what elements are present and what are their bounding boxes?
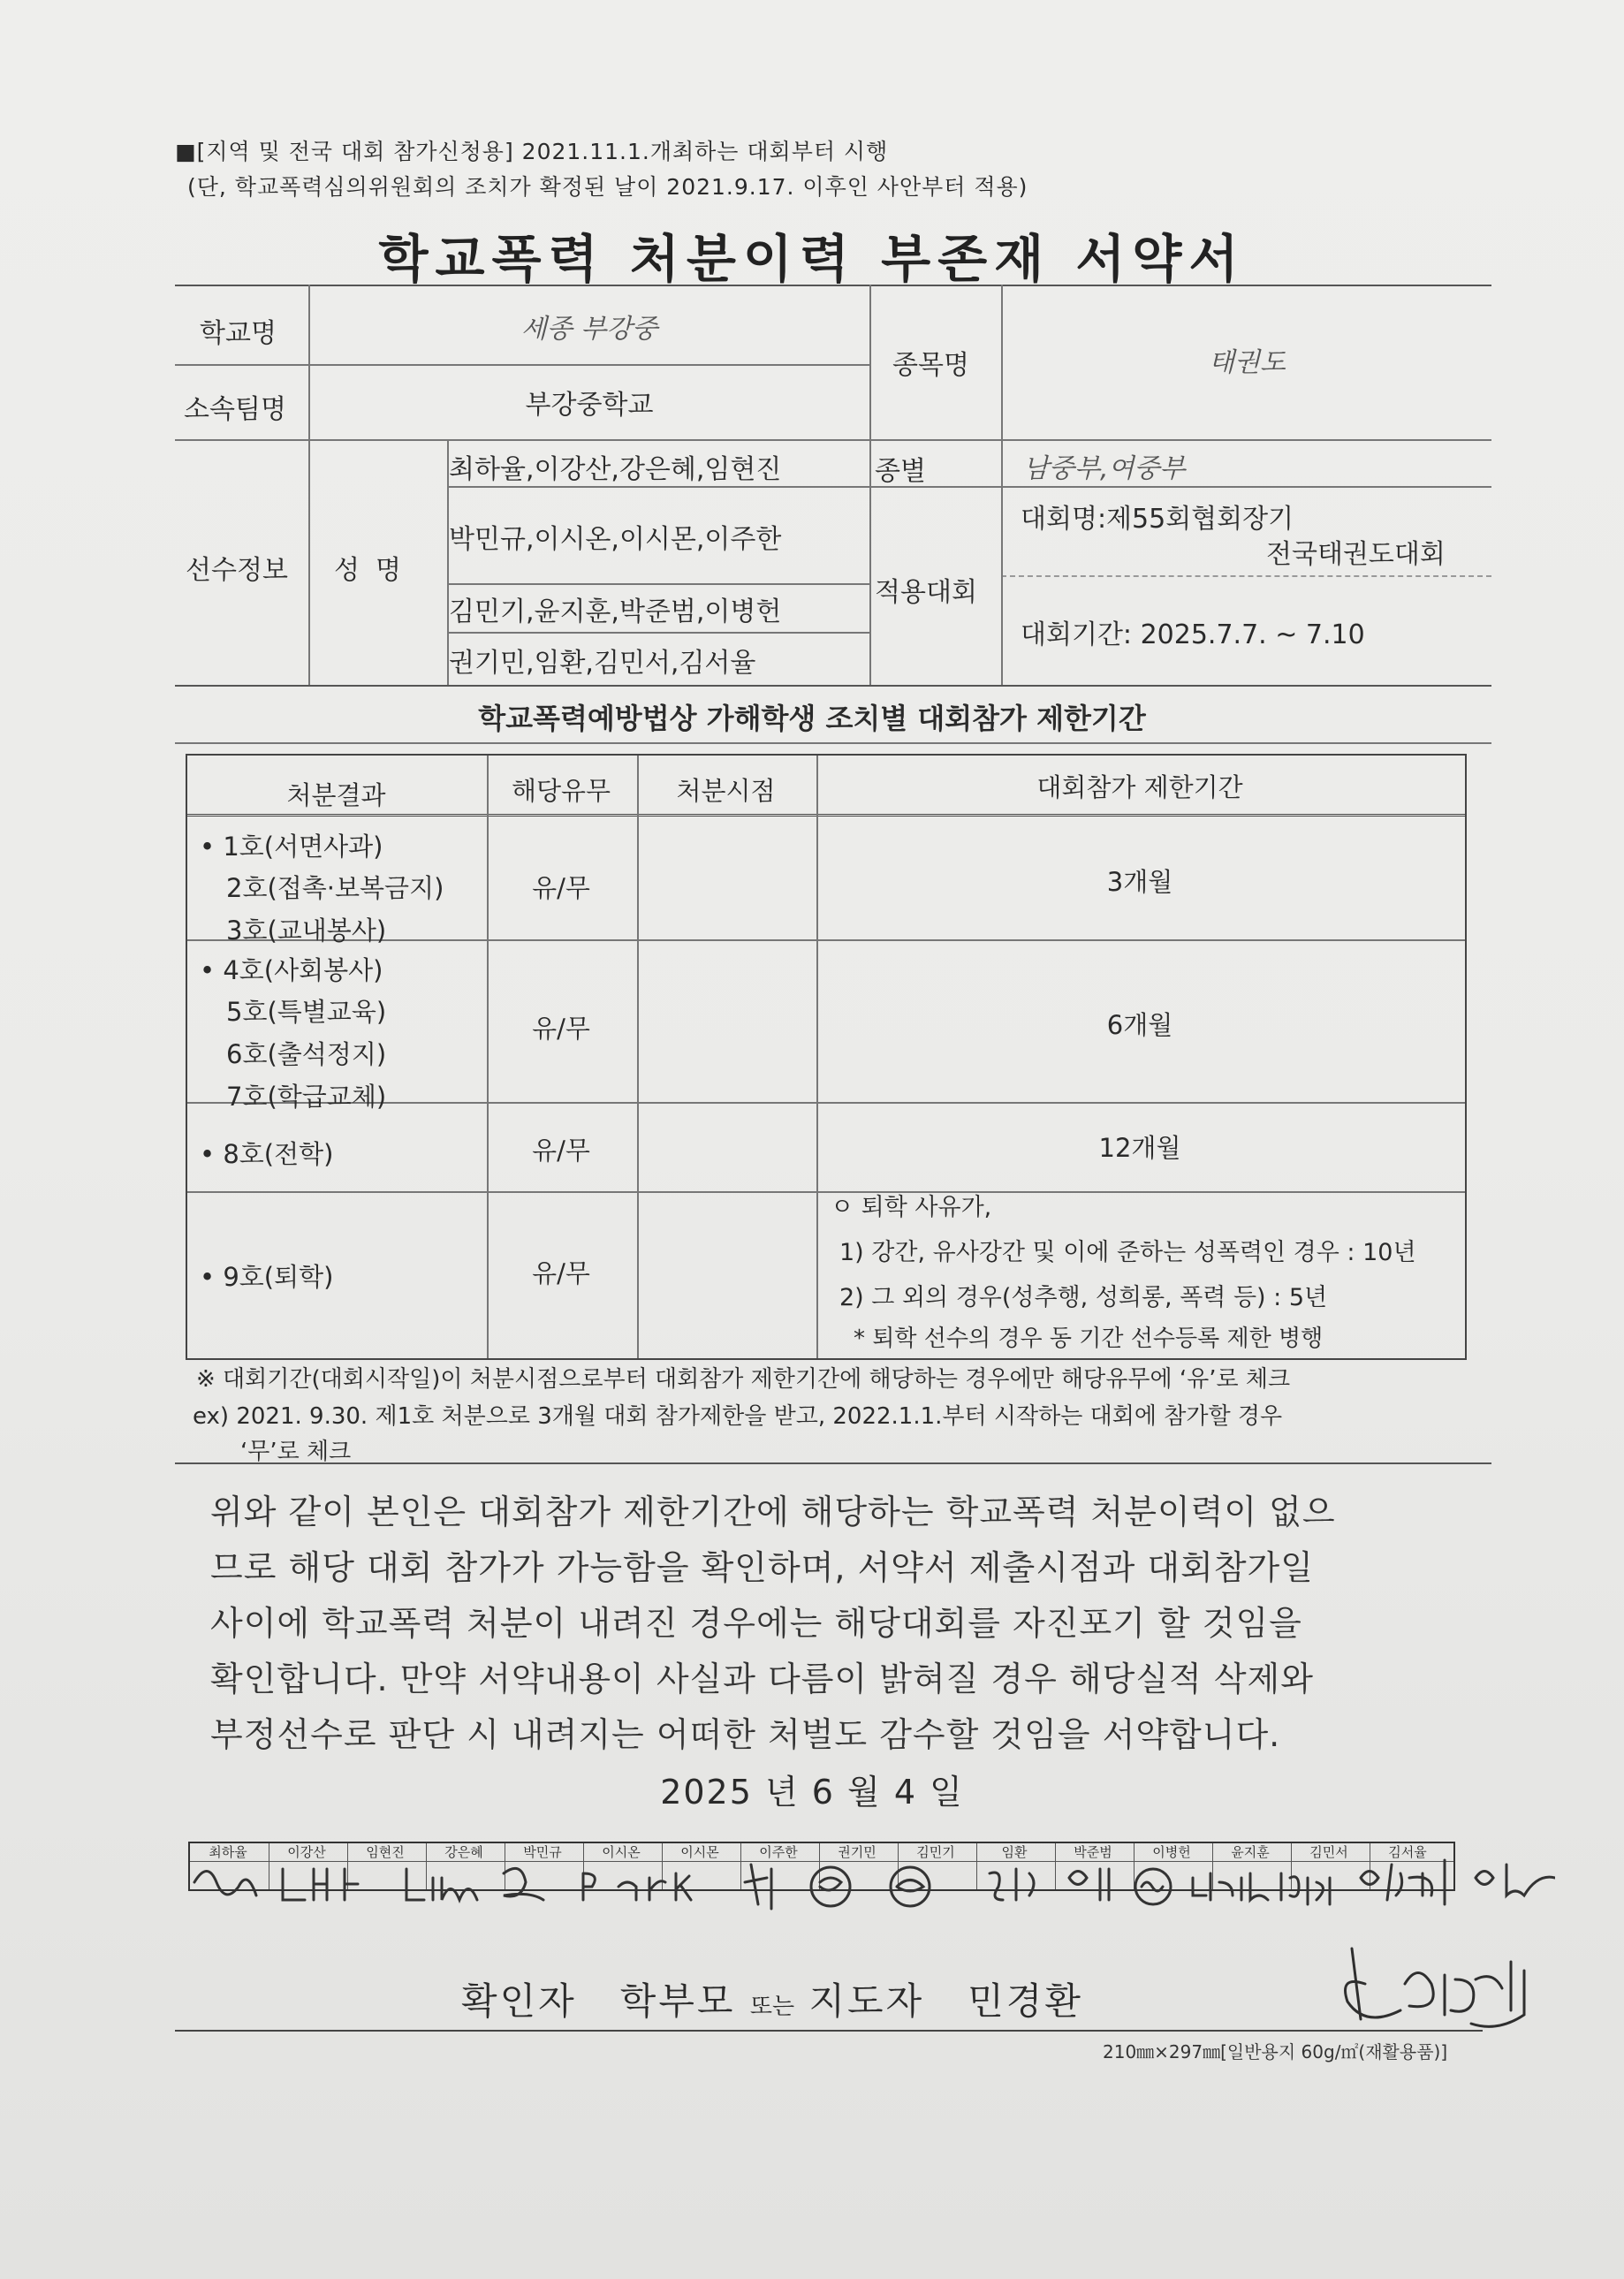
table-row-1-item-2: 2호(접촉·보복금지) (226, 873, 444, 903)
signature-name: 이병헌 (1152, 1844, 1191, 1860)
handwritten-signatures (177, 1838, 1555, 1918)
col-header-applicable: 해당유무 (511, 776, 611, 806)
notice-line-2: (단, 학교폭력심의위원회의 조치가 확정된 날이 2021.9.17. 이후인 사안부터 적용) (187, 174, 1028, 200)
confirmer-parent: 학부모 (619, 1979, 736, 2023)
signature-name: 윤지훈 (1231, 1844, 1270, 1860)
rule (175, 285, 1491, 286)
rule (175, 742, 1491, 744)
table-row-2-applicable: 유/무 (532, 1014, 590, 1044)
table-row-2-period: 6개월 (1106, 1010, 1173, 1040)
competition-name-2: 전국태권도대회 (1266, 539, 1446, 570)
signature-name: 이시온 (602, 1844, 641, 1860)
team-name-label: 소속팀명 (184, 394, 286, 425)
rule (175, 685, 1491, 687)
table-row-2-item-3: 6호(출석정지) (226, 1039, 387, 1069)
col-header-period: 대회참가 제한기간 (1036, 772, 1243, 802)
col-header-time: 처분시점 (676, 776, 776, 806)
sport-label: 종목명 (892, 350, 969, 381)
signing-date: 2025 년 6 월 4 일 (660, 1773, 964, 1812)
signature-name: 임환 (1001, 1844, 1028, 1860)
pledge-text (210, 1485, 1465, 1763)
pledge-line-4: 확인합니다. 만약 서약내용이 사실과 다름이 밝혀질 경우 해당실적 삭제와 (210, 1660, 1314, 1698)
signature-name: 박준범 (1074, 1844, 1112, 1860)
table-row-2-item-1: • 4호(사회봉사) (200, 955, 383, 985)
athlete-names-row-3: 김민기,윤지훈,박준범,이병헌 (449, 596, 782, 627)
table-row-1-period: 3개월 (1106, 867, 1173, 897)
signature-name: 김민기 (916, 1844, 955, 1860)
dashed-rule (1001, 575, 1491, 577)
table-row-4-item-1: • 9호(퇴학) (200, 1262, 334, 1292)
confirmer-coach: 지도자 (808, 1979, 925, 2023)
table-row-3-period: 12개월 (1098, 1133, 1181, 1163)
signature-name: 이강산 (287, 1844, 326, 1860)
pledge-line-5: 부정선수로 판단 시 내려지는 어떠한 처벌도 감수할 것임을 서약합니다. (210, 1715, 1281, 1754)
name-label: 성명 (334, 555, 417, 586)
signature-name: 김민서 (1309, 1844, 1348, 1860)
rule (869, 486, 1491, 488)
athlete-names-row-4: 권기민,임환,김민서,김서율 (449, 648, 756, 679)
team-name-value: 부강중학교 (525, 390, 654, 421)
rule (447, 583, 869, 585)
signature-name: 김서율 (1388, 1844, 1427, 1860)
footnote-2: ex) 2021. 9.30. 제1호 처분으로 3개월 대회 참가제한을 받고, 2022.1.1.부터 시작하는 대회에 참가할 경우 (193, 1403, 1283, 1430)
table-row-1-item-1: • 1호(서면사과) (200, 832, 383, 862)
signature-name: 최하율 (209, 1844, 247, 1860)
rule (175, 2030, 1483, 2032)
table-row-3-applicable: 유/무 (532, 1136, 590, 1166)
confirmer-signature (1325, 1931, 1573, 2055)
table-row-3-item-1: • 8호(전학) (200, 1139, 334, 1169)
pledge-line-2: 므로 해당 대회 참가가 가능함을 확인하며, 서약서 제출시점과 대회참가일 (210, 1548, 1314, 1587)
table-row-2-item-4: 7호(학급교체) (226, 1082, 387, 1112)
signature-name: 권기민 (838, 1844, 877, 1860)
school-name-value: 세종 부강중 (520, 314, 658, 345)
signature-name: 이시몬 (680, 1844, 719, 1860)
table-row-4-period-line-1: ㅇ 퇴학 사유가, (831, 1194, 992, 1221)
confirmer-label: 확인자 (461, 1979, 577, 2023)
signature-name: 이주한 (759, 1844, 798, 1860)
rule (447, 486, 869, 488)
division-value: 남중부,여중부 (1023, 453, 1186, 484)
section-heading: 학교폭력예방법상 가해학생 조치별 대회참가 제한기간 (478, 702, 1146, 735)
school-name-label: 학교명 (200, 318, 277, 349)
rule (869, 285, 871, 685)
col-header-result: 처분결과 (286, 780, 386, 810)
pledge-line-3: 사이에 학교폭력 처분이 내려진 경우에는 해당대회를 자진포기 할 것임을 (210, 1604, 1302, 1643)
table-row-1-applicable: 유/무 (532, 873, 590, 903)
rule (447, 632, 869, 634)
table-row-4-applicable: 유/무 (532, 1258, 590, 1288)
confirmer-line (461, 1972, 1083, 2025)
athlete-names-row-1: 최하율,이강산,강은혜,임현진 (449, 454, 782, 485)
table-row-4-period-line-2: 1) 강간, 유사강간 및 이에 준하는 성폭력인 경우 : 10년 (839, 1239, 1416, 1266)
table-row-4-period-line-3: 2) 그 외의 경우(성추행, 성희롱, 폭력 등) : 5년 (839, 1284, 1328, 1311)
signature-name: 임현진 (366, 1844, 405, 1860)
athlete-info-label: 선수정보 (186, 555, 288, 586)
pledge-line-1: 위와 같이 본인은 대회참가 제한기간에 해당하는 학교폭력 처분이력이 없으 (210, 1493, 1336, 1531)
table-row-4-period-line-4: * 퇴학 선수의 경우 동 기간 선수등록 제한 병행 (854, 1326, 1324, 1352)
competition-name-1: 대회명:제55회협회장기 (1021, 504, 1294, 535)
footnote-3: ‘무’로 체크 (240, 1439, 352, 1465)
document-title: 학교폭력 처분이력 부존재 서약서 (378, 229, 1246, 289)
competition-period: 대회기간: 2025.7.7. ~ 7.10 (1021, 619, 1365, 650)
signature-name: 강은혜 (444, 1844, 483, 1860)
confirmer-or: 또는 (749, 1994, 795, 2020)
competition-label: 적용대회 (875, 577, 977, 608)
rule (175, 1462, 1491, 1464)
footnote-1: ※ 대회기간(대회시작일)이 처분시점으로부터 대회참가 제한기간에 해당하는 경우에만 해당유무에 ‘유’로 체크 (196, 1366, 1291, 1393)
sport-value: 태권도 (1209, 347, 1286, 378)
signature-name: 박민규 (523, 1844, 562, 1860)
rule (175, 439, 1491, 441)
division-label: 종별 (875, 456, 926, 487)
confirmer-name: 민경환 (968, 1979, 1083, 2023)
table-row-1-item-3: 3호(교내봉사) (226, 915, 387, 946)
athlete-names-row-2: 박민규,이시온,이시몬,이주한 (449, 524, 782, 555)
paper-spec: 210㎜×297㎜[일반용지 60g/㎡(재활용품)] (1103, 2041, 1448, 2062)
notice-line-1: ■[지역 및 전국 대회 참가신청용] 2021.11.1.개최하는 대회부터 시행 (175, 139, 889, 164)
rule (175, 364, 869, 366)
table-row-2-item-2: 5호(특별교육) (226, 997, 387, 1027)
